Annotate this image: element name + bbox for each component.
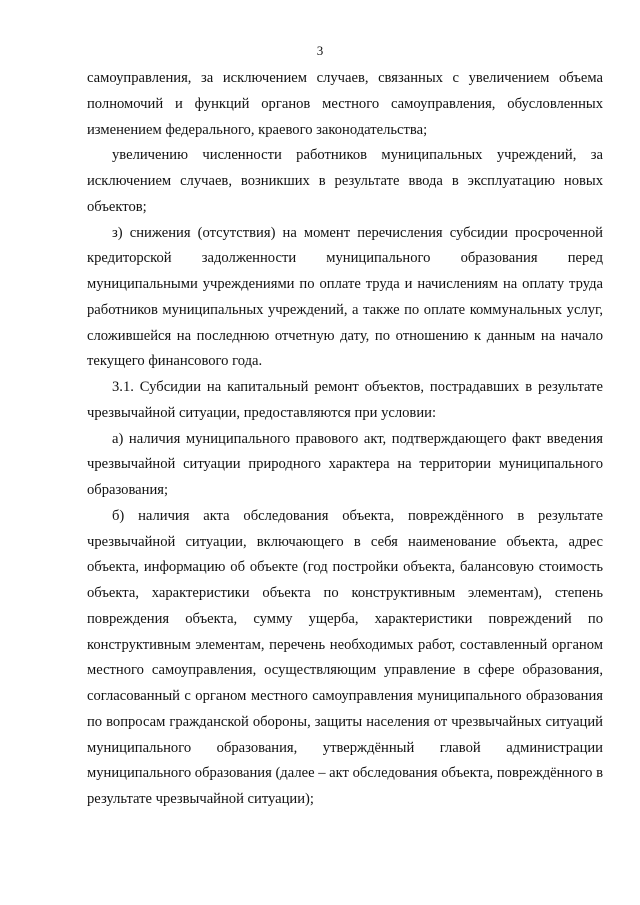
paragraph-item-b: б) наличия акта обследования объекта, повреждённого в результате чрезвычайной ситуации, включающего в себя наименование объекта, адрес объекта, информацию об объекте (год постройки объекта, балансовую стоимость объекта, характеристики объекта по конструктивным элементам), степень повреждения объекта, сумму ущерба, характеристики повреждений по конструктивным элементам, перечень необходимых работ, составленный органом местного самоуправления, осуществляющим управление в сфере образования, согласованный с органом местного самоуправления муниципального образования по вопросам гражданской обороны, защиты населения от чрезвычайных ситуаций муниципального образования, утверждённый главой администрации муниципального образования (далее – акт обследования объекта, повреждённого в результате чрезвычайной ситуации);: [87, 507, 603, 807]
paragraph-item-z: з) снижения (отсутствия) на момент перечисления субсидии просроченной кредиторской задолженности муниципального образования перед муниципальными учреждениями по оплате труда и начислениям на оплату труда работников муниципальных учреждений, а также по оплате коммунальных услуг, сложившейся на последнюю отчетную дату, по отношению к данным на начало текущего финансового года.: [87, 224, 603, 370]
paragraph-item-a: а) наличия муниципального правового акт, подтверждающего факт введения чрезвычайной ситуации природного характера на территории муниципального образования;: [87, 430, 603, 498]
paragraph-continuation: самоуправления, за исключением случаев, связанных с увеличением объема полномочий и функций органов местного самоуправления, обусловленных изменением федерального, краевого законодательства;: [87, 70, 603, 138]
paragraph-section-3-1: 3.1. Субсидии на капитальный ремонт объектов, пострадавших в результате чрезвычайной ситуации, предоставляются при условии:: [87, 379, 603, 421]
document-body: [87, 66, 603, 813]
page-number: 3: [316, 43, 324, 58]
paragraph-staff-increase: увеличению численности работников муниципальных учреждений, за исключением случаев, возникших в результате ввода в эксплуатацию новых объектов;: [87, 147, 603, 215]
